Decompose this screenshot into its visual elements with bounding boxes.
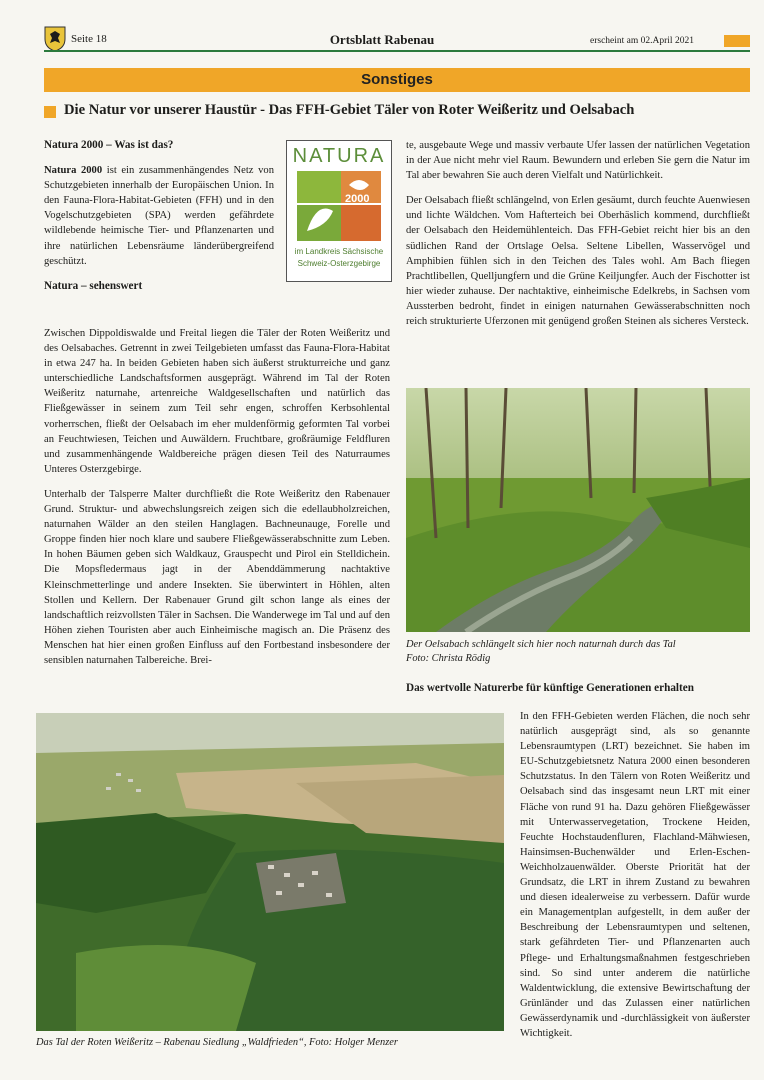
intro-text: ist ein zusammenhängendes Netz von Schutzgebieten innerhalb der Europäischen Union. In den Fauna-Flora-Habitat-Gebieten (FFH) und in den Vogelschutzgebieten (SPA) werden gefährdete wildlebende heimische Tier- und Pflanzenarten und ihre natürlichen Lebensräume länderübergreifend geschützt.: [44, 165, 274, 267]
logo-line1: im Landkreis Sächsische: [294, 247, 384, 256]
section-banner: [44, 68, 750, 92]
paragraph-continued: te, ausgebaute Wege und massiv verbaute Ufer lassen der natürlichen Vegetation in der Aue nicht mehr viel Raum. Bewundern und erleben Sie gern die Natur im Tal aber bewahren Sie auch deren Vielfalt und Natürlichkeit.: [406, 140, 750, 182]
column-left-main: [44, 326, 390, 678]
paragraph-rabenauer-grund: Unterhalb der Talsperre Malter durchfließt die Rote Weißeritz den Rabenauer Grund. Struktur- und abwechslungsreich zeigen sich die edellaubholzreichen, naturnahen Wälder an den steilen Hanglagen. Bachneunauge, Forelle und Groppe finden hier noch klare und saubere Fließgewässerabschnitte zum Leben. In hohen Bäumen geben sich Waldkauz, Grauspecht und Pirol ein Stelldichein. Die Mopsfledermaus jagt in der Abenddämmerung nachtaktive Kleinschmetterlinge und andere Insekten. Sie überwintert in Höhlen, alten Stollen und Kellern. Der Rabenauer Grund gilt schon lange als eines der landschaftlich reizvollsten Täler in Sachsen. Die Wanderwege im Tal und auf den Höhen ziehen Touristen aber auch Einheimische magisch an. Die Präsenz des Menschen hat hier einen großen Einfluss auf den Fortbestand insbesondere der sensiblen naturnahen Talbereiche. Brei-: [44, 488, 390, 666]
heading-naturerbe: Das wertvolle Naturerbe für künftige Generationen erhalten: [406, 682, 694, 694]
logo-year: 2000: [345, 193, 370, 205]
paragraph-intro: [44, 163, 274, 269]
intro-bold: Natura 2000: [44, 165, 103, 177]
column-right-top: [406, 138, 750, 339]
paragraph-sehenswert: Zwischen Dippoldiswalde und Freital liegen die Täler der Roten Weißeritz und des Oelsabaches. Getrennt in zwei Teilgebieten umfasst das Fauna-Flora-Habitat in etwa 247 ha. In beiden Gebieten haben sich äußerst strukturreiche und ganz unterschiedliche Landschaftsformen ausgeprägt. Während im Tal der Roten Weißeritz naturnahe, artenreiche Waldgesellschaften und natürlich das Fließgewässer in seinem zum Teil sehr engen, schroffen Kerbsohlental vorherrschen, fließt der Oelsabach im eher muldenförmig geformten Tal vorbei an Feuchtwiesen, Teichen und Auwäldern. Fruchtbare, großräumige Feldfluren und zusammenhängende Waldbereiche prägen diesen Teil des Naturraumes Unteres Osterzgebirge.: [44, 328, 390, 475]
header-rule: [44, 50, 750, 52]
article-title: Die Natur vor unserer Haustür - Das FFH-Gebiet Täler von Roter Weißeritz und Oelsabach: [64, 102, 635, 118]
logo-leaf-icon: [297, 171, 381, 241]
section-banner-label: Sonstiges: [361, 71, 433, 88]
header-accent-bar: [724, 35, 750, 47]
column-left-top: [44, 138, 274, 304]
page-number: Seite 18: [71, 33, 107, 45]
heading-sehenswert: Natura – sehenswert: [44, 279, 143, 292]
logo-word: NATURA: [292, 145, 386, 167]
paragraph-naturerbe: In den FFH-Gebieten werden Flächen, die noch sehr natürlich ausgeprägt sind, als so genannte Lebensraumtypen (LRT) bezeichnet. Sie haben im EU-Schutzgebietsnetz Natura 2000 einen besonderen Schutzstatus. In den Tälern von Roten Weißeritz und Oelsabach sind das insgesamt neun LRT mit einer Fläche von rund 91 ha. Dazu gehören Fließgewässer mit Unterwasservegetation, Trockene Heiden, Feuchte Hochstaudenfluren, Flachland-Mähwiesen, Hainsimsen-Buchenwälder und Erlen-Eschen-Weichholzauenwälder. Oberste Priorität hat der Grundsatz, die LRT in ihrem Zustand zu bewahren und diesen idealerweise zu verbessern. Dafür wurde ein Managementplan aufgestellt, in dem außer der Beschreibung der Lebensraumtypen und seltenen, stark gefährdeten Tier- und Pflanzenarten auch Pflege- und Erhaltungsmaßnahmen festgeschrieben sind. So sind unter anderem die natürliche Waldentwicklung, die extensive Bewirtschaftung der Grünländer und das Zulassen einer natürlichen Gewässerdynamik und -durchlässigkeit von äußerster Wichtigkeit.: [520, 711, 750, 1039]
issue-date: erscheint am 02.April 2021: [590, 36, 694, 46]
natura-2000-logo: [286, 140, 392, 282]
title-square-icon: [44, 106, 56, 118]
photo-credit: Foto: Christa Rödig: [406, 653, 491, 664]
heading-what-is: Natura 2000 – Was ist das?: [44, 139, 174, 151]
logo-line2: Schweiz-Osterzgebirge: [297, 259, 381, 268]
paragraph-oelsabach: Der Oelsabach fließt schlängelnd, von Erlen gesäumt, durch feuchte Auenwiesen und lichte Wäldchen. Vom Hafterteich bei Oberhäslich kommend, durchfließt der Oelsabach den Heidemühlenteich. Das FFH-Gebiet reicht hier bis an den südlichen Rand der Ortslage Oelsa. Seltene Libellen, Wasservögel und Amphibien fühlen sich in den Teichen des Tales wohl. Am Bach fliegen Prachtlibellen, Quelljungfern und die Grüne Keiljungfer. Auch der Fischotter ist hier wieder zuhause. Der nachtaktive, einheimische Edelkrebs, in Sachsen vom Aussterben bedroht, findet in einigen naturnahen Gewässerabschnitten noch reich strukturierte Uferzonen mit genügend großen Steinen als sicheres Versteck.: [406, 195, 750, 328]
photo-caption: Der Oelsabach schlängelt sich hier noch naturnah durch das Tal: [406, 639, 676, 650]
oelsabach-photo: [406, 388, 750, 632]
aerial-photo: [36, 713, 504, 1031]
newspaper-title: Ortsblatt Rabenau: [329, 32, 435, 47]
aerial-caption: Das Tal der Roten Weißeritz – Rabenau Siedlung „Waldfrieden“, Foto: Holger Menzer: [36, 1037, 398, 1048]
column-right-bottom: [520, 709, 750, 1051]
